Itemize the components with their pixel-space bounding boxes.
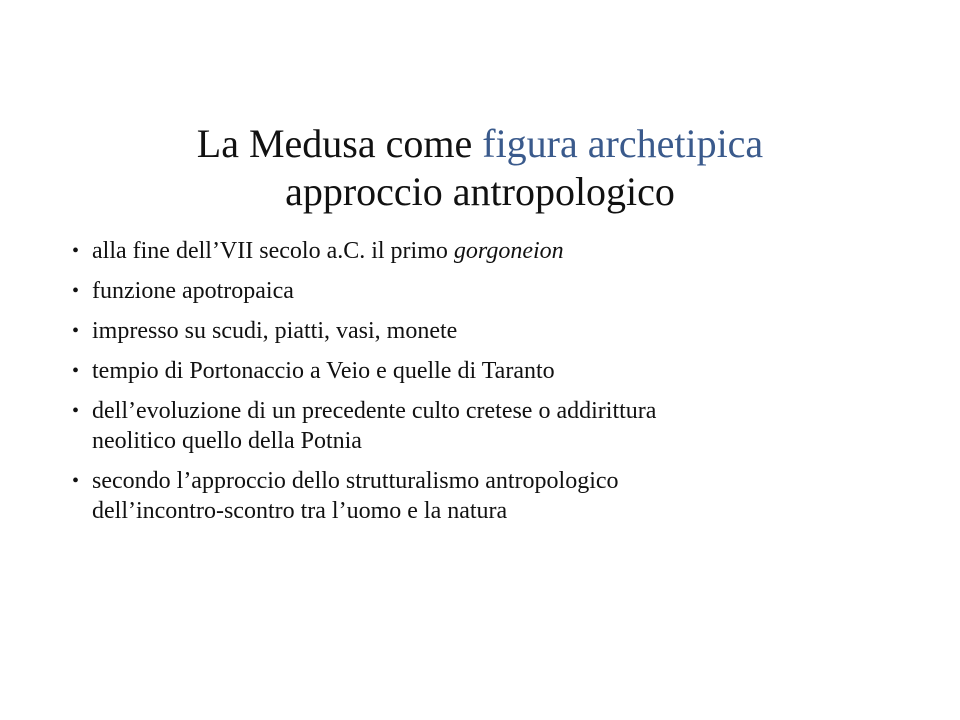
bullet-item [72, 396, 912, 456]
bullet-item [72, 316, 912, 346]
bullet-item [72, 236, 912, 266]
bullet-item [72, 466, 912, 526]
bullet-text: alla fine dell’VII secolo a.C. il primo [92, 238, 454, 264]
bullet-text: funzione apotropaica [92, 278, 294, 304]
bullet-text: secondo l’approccio dello strutturalismo antropologico [92, 468, 619, 494]
bullet-list [72, 236, 912, 536]
bullet-icon: • [72, 280, 80, 302]
title-accent: figura archetipica [482, 121, 764, 166]
bullet-icon: • [72, 240, 80, 262]
bullet-italic-term: gorgoneion [453, 238, 564, 264]
bullet-text: tempio di Portonaccio a Veio e quelle di Taranto [92, 358, 555, 384]
title-prefix: La Medusa come [196, 121, 483, 166]
title-line-1 [60, 120, 900, 168]
bullet-item [72, 276, 912, 306]
bullet-icon: • [72, 320, 80, 342]
title-line-2: approccio antropologico [285, 169, 675, 214]
slide-title [60, 120, 900, 216]
bullet-icon: • [72, 360, 80, 382]
bullet-item [72, 356, 912, 386]
bullet-icon: • [72, 470, 80, 492]
bullet-icon: • [72, 400, 80, 422]
bullet-text: dell’evoluzione di un precedente culto cretese o addirittura [92, 398, 657, 424]
bullet-text: impresso su scudi, piatti, vasi, monete [92, 318, 458, 344]
bullet-text-continuation: neolitico quello della Potnia [92, 428, 362, 454]
bullet-text-continuation: dell’incontro-scontro tra l’uomo e la natura [92, 498, 508, 524]
